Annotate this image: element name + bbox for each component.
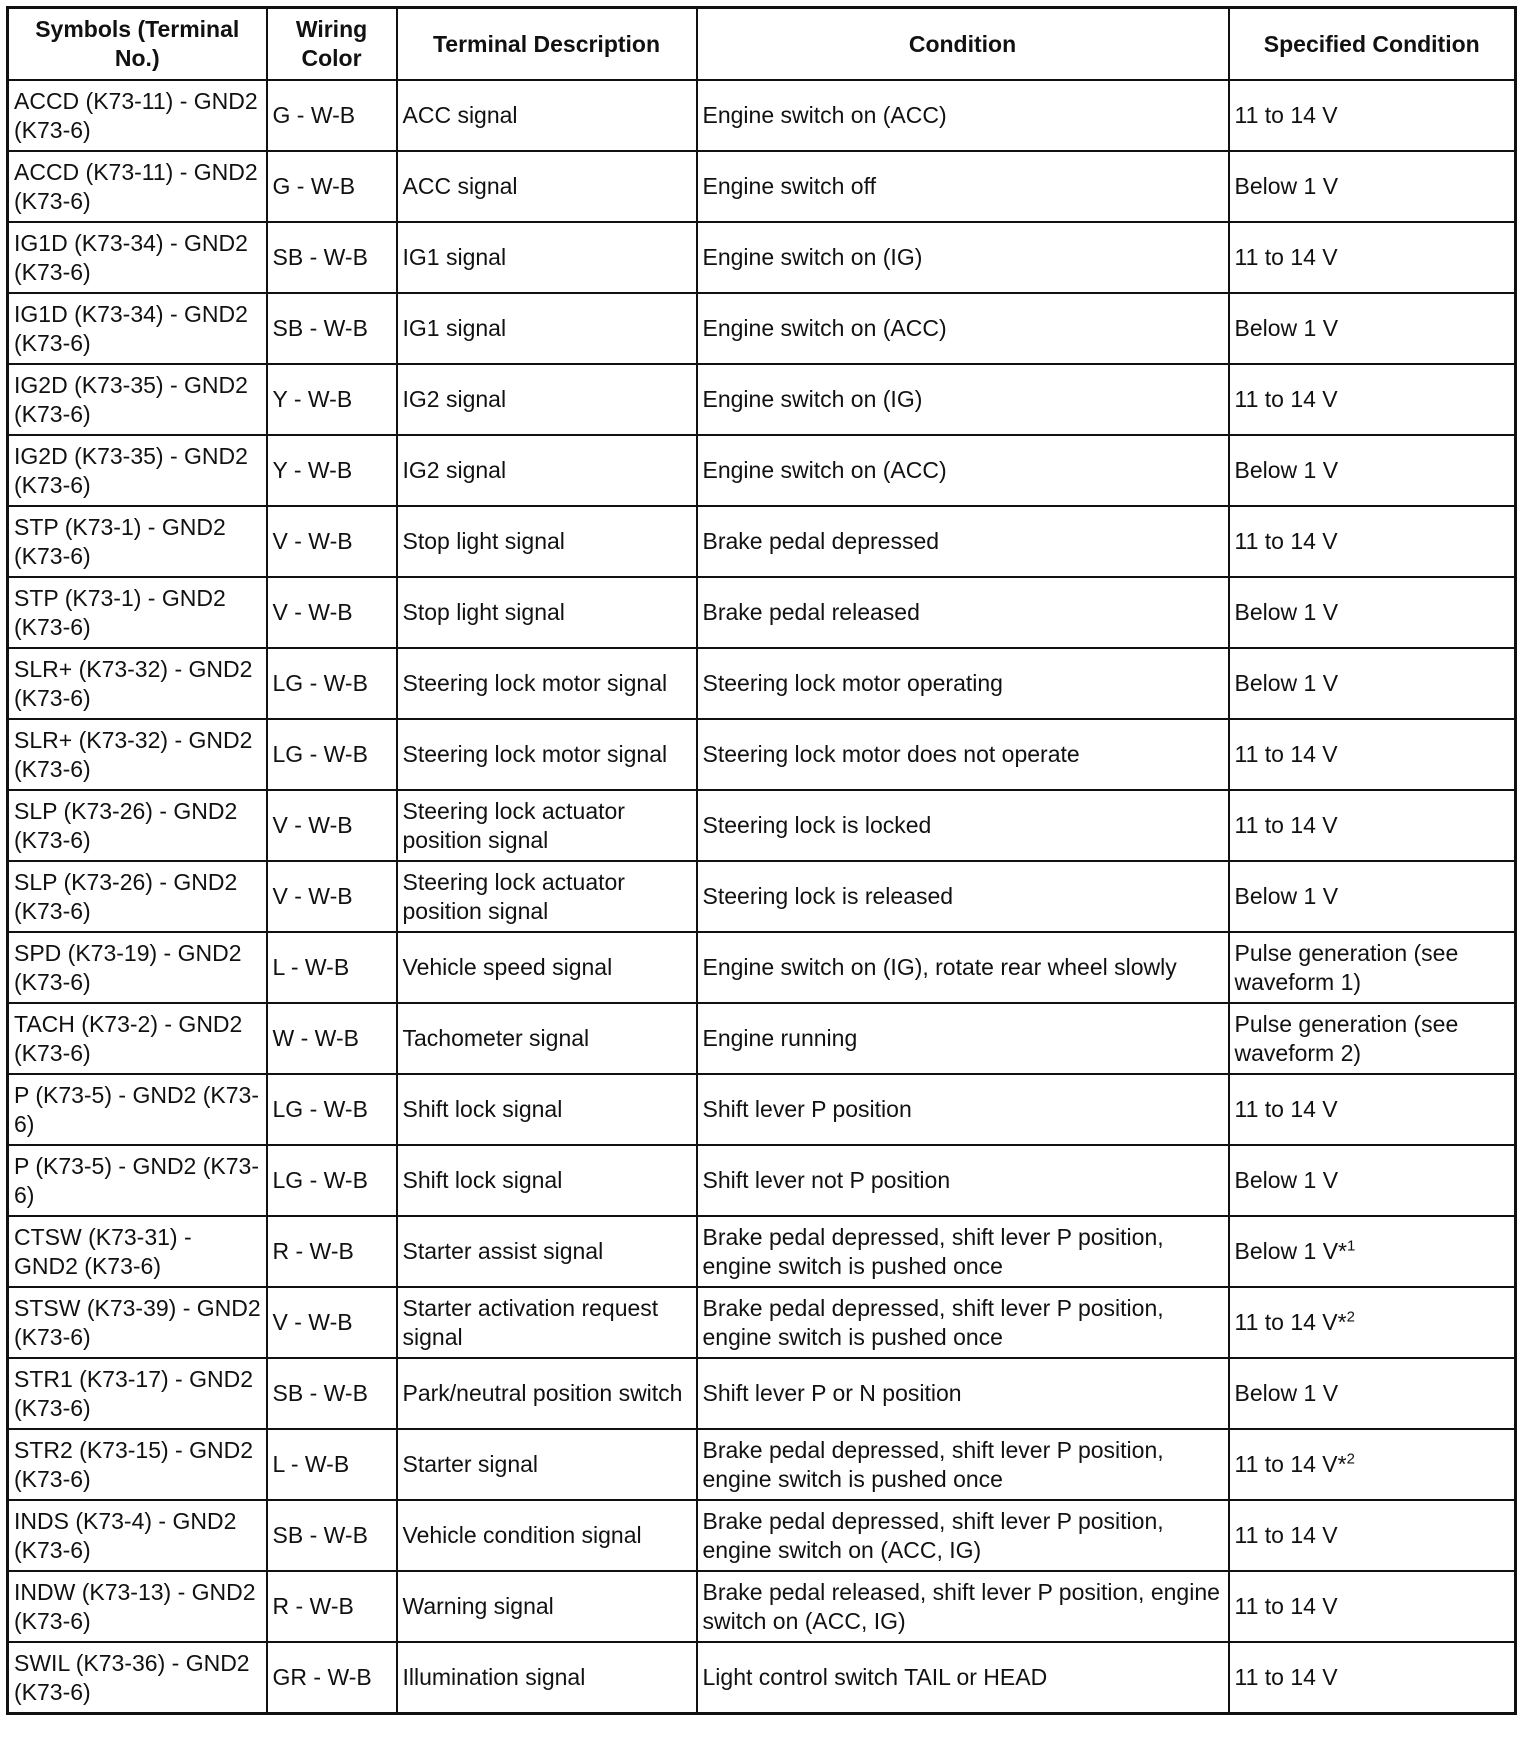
cell-symbol-text: STP (K73-1) - GND2 (K73-6) xyxy=(14,513,226,569)
table-row xyxy=(8,1358,1516,1429)
header-wiring-color: Wiring Color xyxy=(267,8,397,81)
cell-symbol xyxy=(8,1216,267,1287)
cell-wiring-color xyxy=(267,222,397,293)
cell-wiring-color xyxy=(267,1358,397,1429)
cell-condition xyxy=(697,80,1229,151)
cell-symbol xyxy=(8,151,267,222)
cell-wiring-color xyxy=(267,151,397,222)
cell-terminal-description-text: IG1 signal xyxy=(402,244,507,270)
cell-wiring-color-text: R - W-B xyxy=(272,1593,354,1619)
cell-specified-condition-text: 11 to 14 V xyxy=(1234,812,1338,838)
cell-condition-text: Engine switch off xyxy=(702,173,876,199)
cell-condition-text: Steering lock is locked xyxy=(702,812,932,838)
table-row xyxy=(8,222,1516,293)
cell-symbol xyxy=(8,506,267,577)
cell-symbol-text: P (K73-5) - GND2 (K73-6) xyxy=(14,1081,259,1137)
cell-symbol-text: SLR+ (K73-32) - GND2 (K73-6) xyxy=(14,726,253,782)
cell-specified-condition-text: 11 to 14 V xyxy=(1234,1522,1338,1548)
cell-terminal-description xyxy=(397,1003,697,1074)
cell-wiring-color-text: LG - W-B xyxy=(272,741,368,767)
cell-wiring-color xyxy=(267,1500,397,1571)
cell-wiring-color xyxy=(267,364,397,435)
cell-condition-text: Engine switch on (ACC) xyxy=(702,315,947,341)
cell-symbol xyxy=(8,648,267,719)
cell-condition-text: Shift lever not P position xyxy=(702,1167,951,1193)
table-row xyxy=(8,293,1516,364)
cell-symbol-text: ACCD (K73-11) - GND2 (K73-6) xyxy=(14,87,258,143)
cell-symbol xyxy=(8,577,267,648)
cell-terminal-description xyxy=(397,80,697,151)
cell-terminal-description xyxy=(397,1074,697,1145)
cell-specified-condition xyxy=(1229,1571,1516,1642)
cell-terminal-description-text: IG2 signal xyxy=(402,457,507,483)
cell-condition xyxy=(697,1571,1229,1642)
footnote-marker: 2 xyxy=(1346,1450,1355,1468)
cell-terminal-description xyxy=(397,1358,697,1429)
table-row xyxy=(8,1500,1516,1571)
cell-terminal-description-text: IG1 signal xyxy=(402,315,507,341)
cell-specified-condition-text: 11 to 14 V xyxy=(1234,741,1338,767)
cell-symbol-text: IG2D (K73-35) - GND2 (K73-6) xyxy=(14,442,248,498)
cell-wiring-color-text: V - W-B xyxy=(272,528,353,554)
cell-specified-condition xyxy=(1229,151,1516,222)
cell-condition-text: Brake pedal depressed, shift lever P position, engine switch is pushed once xyxy=(702,1294,1164,1350)
cell-terminal-description-text: Illumination signal xyxy=(402,1664,586,1690)
cell-symbol-text: STR2 (K73-15) - GND2 (K73-6) xyxy=(14,1436,254,1492)
cell-symbol xyxy=(8,1287,267,1358)
cell-terminal-description xyxy=(397,719,697,790)
cell-wiring-color xyxy=(267,1145,397,1216)
cell-terminal-description-text: Shift lock signal xyxy=(402,1096,563,1122)
header-terminal-description: Terminal Description xyxy=(397,8,697,81)
cell-terminal-description-text: Stop light signal xyxy=(402,599,565,625)
cell-terminal-description xyxy=(397,222,697,293)
cell-wiring-color-text: SB - W-B xyxy=(272,244,368,270)
cell-specified-condition xyxy=(1229,435,1516,506)
table-row xyxy=(8,1216,1516,1287)
cell-terminal-description xyxy=(397,1571,697,1642)
cell-wiring-color-text: W - W-B xyxy=(272,1025,359,1051)
cell-terminal-description-text: Tachometer signal xyxy=(402,1025,590,1051)
cell-wiring-color-text: LG - W-B xyxy=(272,1096,368,1122)
cell-symbol-text: IG2D (K73-35) - GND2 (K73-6) xyxy=(14,371,248,427)
cell-symbol-text: SWIL (K73-36) - GND2 (K73-6) xyxy=(14,1649,250,1705)
cell-symbol xyxy=(8,80,267,151)
cell-symbol xyxy=(8,861,267,932)
cell-terminal-description xyxy=(397,1500,697,1571)
cell-condition-text: Engine switch on (IG) xyxy=(702,386,923,412)
cell-wiring-color-text: G - W-B xyxy=(272,102,356,128)
cell-specified-condition-text: Below 1 V xyxy=(1234,457,1339,483)
table-row xyxy=(8,1571,1516,1642)
cell-wiring-color xyxy=(267,719,397,790)
cell-condition-text: Engine switch on (IG) xyxy=(702,244,923,270)
cell-symbol xyxy=(8,293,267,364)
cell-terminal-description-text: ACC signal xyxy=(402,173,518,199)
cell-terminal-description xyxy=(397,1429,697,1500)
cell-condition xyxy=(697,1003,1229,1074)
cell-terminal-description-text: Steering lock actuator position signal xyxy=(402,797,625,853)
cell-condition-text: Brake pedal released xyxy=(702,599,920,625)
cell-symbol xyxy=(8,1003,267,1074)
cell-condition xyxy=(697,932,1229,1003)
cell-wiring-color xyxy=(267,1642,397,1714)
cell-symbol-text: P (K73-5) - GND2 (K73-6) xyxy=(14,1152,259,1208)
table-row xyxy=(8,1074,1516,1145)
cell-condition xyxy=(697,435,1229,506)
table-header-row xyxy=(8,8,1516,81)
cell-symbol-text: TACH (K73-2) - GND2 (K73-6) xyxy=(14,1010,243,1066)
cell-condition xyxy=(697,577,1229,648)
table-row xyxy=(8,1003,1516,1074)
cell-terminal-description-text: Vehicle condition signal xyxy=(402,1522,642,1548)
cell-condition-text: Steering lock is released xyxy=(702,883,954,909)
cell-condition-text: Shift lever P or N position xyxy=(702,1380,962,1406)
cell-specified-condition xyxy=(1229,80,1516,151)
table-row xyxy=(8,648,1516,719)
cell-specified-condition-text: Below 1 V xyxy=(1234,670,1339,696)
cell-wiring-color xyxy=(267,648,397,719)
cell-wiring-color xyxy=(267,790,397,861)
cell-condition xyxy=(697,1216,1229,1287)
cell-condition-text: Light control switch TAIL or HEAD xyxy=(702,1664,1048,1690)
cell-specified-condition-text: Below 1 V xyxy=(1234,173,1339,199)
table-row xyxy=(8,506,1516,577)
cell-terminal-description-text: Shift lock signal xyxy=(402,1167,563,1193)
cell-specified-condition-text: Below 1 V xyxy=(1234,315,1339,341)
cell-terminal-description-text: ACC signal xyxy=(402,102,518,128)
cell-specified-condition-text: Below 1 V xyxy=(1234,599,1339,625)
cell-specified-condition xyxy=(1229,648,1516,719)
cell-symbol xyxy=(8,719,267,790)
cell-specified-condition-text: 11 to 14 V* xyxy=(1234,1309,1347,1335)
cell-specified-condition xyxy=(1229,1358,1516,1429)
cell-specified-condition xyxy=(1229,790,1516,861)
cell-symbol xyxy=(8,435,267,506)
cell-wiring-color xyxy=(267,435,397,506)
cell-terminal-description-text: Starter assist signal xyxy=(402,1238,604,1264)
cell-specified-condition xyxy=(1229,1216,1516,1287)
cell-terminal-description-text: IG2 signal xyxy=(402,386,507,412)
cell-specified-condition xyxy=(1229,577,1516,648)
cell-symbol xyxy=(8,1358,267,1429)
cell-symbol xyxy=(8,1429,267,1500)
cell-terminal-description xyxy=(397,364,697,435)
cell-condition xyxy=(697,151,1229,222)
cell-symbol xyxy=(8,222,267,293)
cell-wiring-color xyxy=(267,80,397,151)
cell-specified-condition xyxy=(1229,1429,1516,1500)
cell-terminal-description-text: Steering lock actuator position signal xyxy=(402,868,625,924)
cell-condition-text: Brake pedal depressed, shift lever P position, engine switch is pushed once xyxy=(702,1436,1164,1492)
cell-specified-condition xyxy=(1229,1642,1516,1714)
cell-specified-condition-text: Below 1 V xyxy=(1234,883,1339,909)
cell-condition xyxy=(697,861,1229,932)
cell-specified-condition-text: 11 to 14 V xyxy=(1234,1664,1338,1690)
cell-symbol-text: SLP (K73-26) - GND2 (K73-6) xyxy=(14,868,238,924)
cell-condition xyxy=(697,1429,1229,1500)
table-row xyxy=(8,80,1516,151)
table-row xyxy=(8,577,1516,648)
cell-condition xyxy=(697,1287,1229,1358)
cell-specified-condition-text: 11 to 14 V xyxy=(1234,386,1338,412)
cell-symbol xyxy=(8,932,267,1003)
cell-specified-condition-text: Pulse generation (see waveform 1) xyxy=(1234,939,1459,995)
cell-specified-condition-text: Below 1 V xyxy=(1234,1380,1339,1406)
cell-condition xyxy=(697,1074,1229,1145)
cell-terminal-description xyxy=(397,1642,697,1714)
cell-symbol-text: SLR+ (K73-32) - GND2 (K73-6) xyxy=(14,655,253,711)
table-row xyxy=(8,435,1516,506)
cell-terminal-description-text: Starter signal xyxy=(402,1451,539,1477)
cell-condition-text: Brake pedal depressed, shift lever P position, engine switch on (ACC, IG) xyxy=(702,1507,1164,1563)
cell-condition-text: Brake pedal depressed xyxy=(702,528,940,554)
cell-specified-condition xyxy=(1229,364,1516,435)
cell-terminal-description xyxy=(397,648,697,719)
cell-specified-condition-text: 11 to 14 V* xyxy=(1234,1451,1347,1477)
cell-condition xyxy=(697,364,1229,435)
cell-condition xyxy=(697,1642,1229,1714)
table-row xyxy=(8,364,1516,435)
cell-specified-condition-text: 11 to 14 V xyxy=(1234,244,1338,270)
table-row xyxy=(8,1429,1516,1500)
header-specified-condition: Specified Condition xyxy=(1229,8,1516,81)
cell-terminal-description-text: Steering lock motor signal xyxy=(402,670,668,696)
cell-terminal-description xyxy=(397,506,697,577)
cell-symbol-text: SLP (K73-26) - GND2 (K73-6) xyxy=(14,797,238,853)
cell-terminal-description xyxy=(397,1216,697,1287)
cell-wiring-color xyxy=(267,293,397,364)
cell-terminal-description-text: Starter activation request signal xyxy=(402,1294,659,1350)
cell-condition xyxy=(697,1145,1229,1216)
cell-symbol-text: IG1D (K73-34) - GND2 (K73-6) xyxy=(14,229,248,285)
cell-symbol xyxy=(8,1074,267,1145)
cell-wiring-color-text: LG - W-B xyxy=(272,670,368,696)
cell-specified-condition-text: 11 to 14 V xyxy=(1234,1593,1338,1619)
cell-condition xyxy=(697,293,1229,364)
cell-wiring-color-text: Y - W-B xyxy=(272,386,353,412)
cell-symbol xyxy=(8,1500,267,1571)
cell-terminal-description-text: Steering lock motor signal xyxy=(402,741,668,767)
cell-condition xyxy=(697,648,1229,719)
cell-symbol-text: CTSW (K73-31) - GND2 (K73-6) xyxy=(14,1223,192,1279)
cell-symbol xyxy=(8,790,267,861)
cell-symbol-text: SPD (K73-19) - GND2 (K73-6) xyxy=(14,939,242,995)
cell-wiring-color xyxy=(267,1287,397,1358)
cell-terminal-description xyxy=(397,861,697,932)
cell-specified-condition-text: 11 to 14 V xyxy=(1234,1096,1338,1122)
cell-wiring-color-text: SB - W-B xyxy=(272,315,368,341)
cell-wiring-color-text: V - W-B xyxy=(272,812,353,838)
cell-specified-condition xyxy=(1229,506,1516,577)
cell-specified-condition xyxy=(1229,1003,1516,1074)
table-row xyxy=(8,1642,1516,1714)
cell-symbol-text: ACCD (K73-11) - GND2 (K73-6) xyxy=(14,158,258,214)
cell-condition-text: Steering lock motor operating xyxy=(702,670,1003,696)
cell-condition-text: Brake pedal depressed, shift lever P position, engine switch is pushed once xyxy=(702,1223,1164,1279)
cell-specified-condition xyxy=(1229,861,1516,932)
cell-terminal-description xyxy=(397,790,697,861)
cell-symbol-text: STR1 (K73-17) - GND2 (K73-6) xyxy=(14,1365,254,1421)
cell-symbol-text: INDS (K73-4) - GND2 (K73-6) xyxy=(14,1507,237,1563)
cell-specified-condition xyxy=(1229,932,1516,1003)
cell-condition-text: Engine switch on (ACC) xyxy=(702,457,947,483)
table-row xyxy=(8,932,1516,1003)
cell-terminal-description xyxy=(397,577,697,648)
cell-specified-condition xyxy=(1229,1500,1516,1571)
cell-specified-condition xyxy=(1229,293,1516,364)
cell-condition xyxy=(697,790,1229,861)
cell-wiring-color xyxy=(267,1216,397,1287)
cell-specified-condition-text: 11 to 14 V xyxy=(1234,528,1338,554)
cell-symbol-text: STSW (K73-39) - GND2 (K73-6) xyxy=(14,1294,261,1350)
cell-condition-text: Engine running xyxy=(702,1025,858,1051)
cell-specified-condition-text: Pulse generation (see waveform 2) xyxy=(1234,1010,1459,1066)
cell-wiring-color xyxy=(267,577,397,648)
cell-specified-condition xyxy=(1229,222,1516,293)
cell-specified-condition-text: Below 1 V xyxy=(1234,1167,1339,1193)
cell-condition-text: Engine switch on (ACC) xyxy=(702,102,947,128)
cell-wiring-color xyxy=(267,932,397,1003)
cell-wiring-color-text: LG - W-B xyxy=(272,1167,368,1193)
footnote-marker: 1 xyxy=(1347,1237,1356,1255)
cell-specified-condition xyxy=(1229,1145,1516,1216)
cell-wiring-color xyxy=(267,1429,397,1500)
table-row xyxy=(8,861,1516,932)
cell-terminal-description-text: Park/neutral position switch xyxy=(402,1380,683,1406)
cell-wiring-color-text: SB - W-B xyxy=(272,1522,368,1548)
cell-symbol-text: INDW (K73-13) - GND2 (K73-6) xyxy=(14,1578,256,1634)
cell-terminal-description xyxy=(397,151,697,222)
cell-condition xyxy=(697,222,1229,293)
cell-specified-condition-text: Below 1 V* xyxy=(1234,1238,1348,1264)
cell-wiring-color-text: V - W-B xyxy=(272,1309,353,1335)
cell-condition-text: Shift lever P position xyxy=(702,1096,912,1122)
cell-condition xyxy=(697,1500,1229,1571)
table-row xyxy=(8,719,1516,790)
cell-terminal-description xyxy=(397,293,697,364)
cell-terminal-description xyxy=(397,435,697,506)
cell-symbol xyxy=(8,1571,267,1642)
table-row xyxy=(8,1287,1516,1358)
cell-symbol-text: IG1D (K73-34) - GND2 (K73-6) xyxy=(14,300,248,356)
cell-wiring-color xyxy=(267,506,397,577)
terminal-spec-table xyxy=(6,6,1517,1715)
cell-specified-condition-text: 11 to 14 V xyxy=(1234,102,1338,128)
cell-wiring-color-text: SB - W-B xyxy=(272,1380,368,1406)
cell-terminal-description xyxy=(397,1287,697,1358)
cell-terminal-description-text: Vehicle speed signal xyxy=(402,954,613,980)
cell-condition xyxy=(697,719,1229,790)
cell-wiring-color-text: GR - W-B xyxy=(272,1664,372,1690)
cell-terminal-description-text: Stop light signal xyxy=(402,528,565,554)
cell-symbol-text: STP (K73-1) - GND2 (K73-6) xyxy=(14,584,226,640)
cell-symbol xyxy=(8,364,267,435)
cell-wiring-color-text: V - W-B xyxy=(272,883,353,909)
cell-terminal-description xyxy=(397,1145,697,1216)
cell-specified-condition xyxy=(1229,719,1516,790)
cell-wiring-color-text: Y - W-B xyxy=(272,457,353,483)
cell-condition xyxy=(697,506,1229,577)
cell-condition-text: Engine switch on (IG), rotate rear wheel slowly xyxy=(702,954,1177,980)
table-row xyxy=(8,151,1516,222)
cell-terminal-description-text: Warning signal xyxy=(402,1593,554,1619)
cell-terminal-description xyxy=(397,932,697,1003)
cell-wiring-color xyxy=(267,861,397,932)
cell-condition xyxy=(697,1358,1229,1429)
cell-wiring-color-text: L - W-B xyxy=(272,954,350,980)
header-symbols: Symbols (Terminal No.) xyxy=(8,8,267,81)
table-row xyxy=(8,790,1516,861)
cell-wiring-color-text: R - W-B xyxy=(272,1238,354,1264)
cell-symbol xyxy=(8,1642,267,1714)
cell-wiring-color-text: G - W-B xyxy=(272,173,356,199)
footnote-marker: 2 xyxy=(1346,1308,1355,1326)
cell-wiring-color xyxy=(267,1074,397,1145)
cell-condition-text: Brake pedal released, shift lever P position, engine switch on (ACC, IG) xyxy=(702,1578,1220,1634)
cell-wiring-color xyxy=(267,1571,397,1642)
cell-condition-text: Steering lock motor does not operate xyxy=(702,741,1080,767)
cell-wiring-color-text: V - W-B xyxy=(272,599,353,625)
table-row xyxy=(8,1145,1516,1216)
cell-wiring-color-text: L - W-B xyxy=(272,1451,350,1477)
cell-wiring-color xyxy=(267,1003,397,1074)
cell-specified-condition xyxy=(1229,1287,1516,1358)
header-condition: Condition xyxy=(697,8,1229,81)
cell-specified-condition xyxy=(1229,1074,1516,1145)
cell-symbol xyxy=(8,1145,267,1216)
